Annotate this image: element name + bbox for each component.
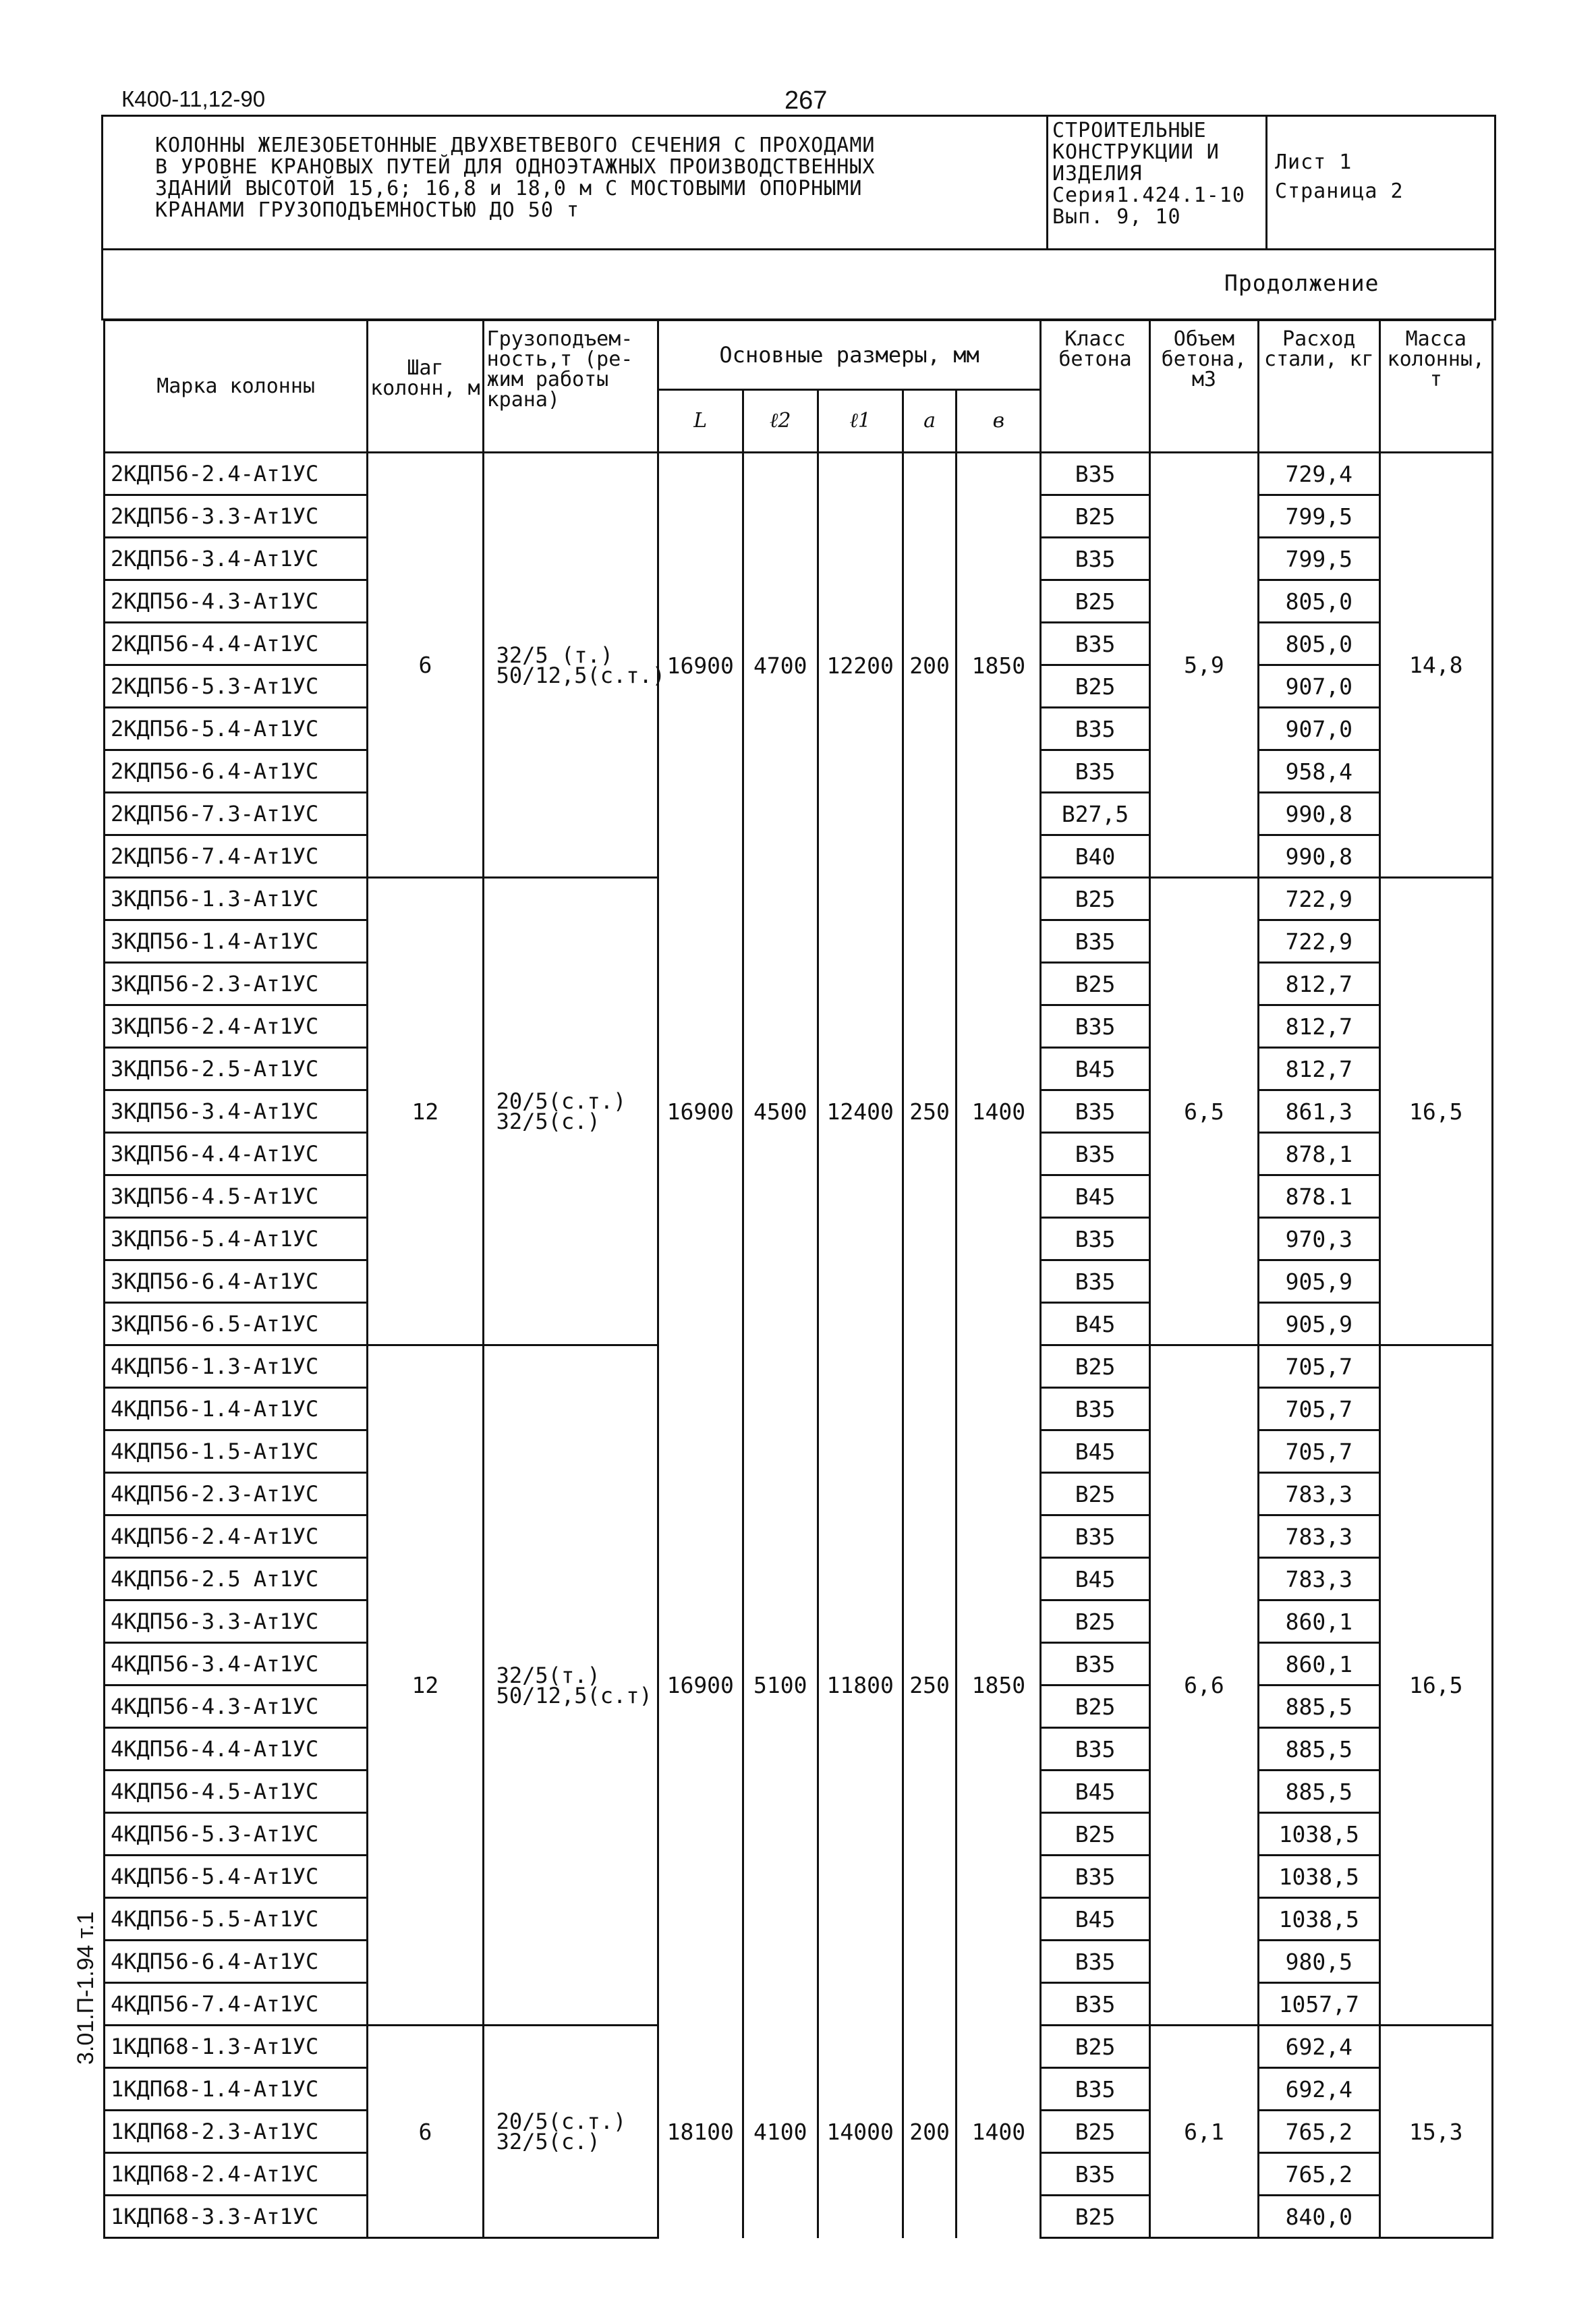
cell-steel: 907,0 <box>1259 708 1379 750</box>
title-line: В УРОВНЕ КРАНОВЫХ ПУТЕЙ ДЛЯ ОДНОЭТАЖНЫХ ПРОИЗВОДСТВЕННЫХ <box>155 155 876 179</box>
cell-mark: 1КДП68-1.3-Ат1УС <box>105 2026 368 2068</box>
header-mark: Марка колонны <box>105 321 368 453</box>
cell-concrete: В45 <box>1041 1558 1149 1600</box>
cell-mark: 4КДП56-4.5-Ат1УС <box>105 1771 368 1813</box>
cell-mark: 2КДП56-4.3-Ат1УС <box>105 580 368 623</box>
cell-mark: 3КДП56-5.4-Ат1УС <box>105 1218 368 1260</box>
cell-steel: 1057,7 <box>1259 1983 1379 2026</box>
cell-concrete: В25 <box>1041 963 1149 1005</box>
cell-mark: 2КДП56-6.4-Ат1УС <box>105 750 368 793</box>
cell-mark: 4КДП56-5.4-Ат1УС <box>105 1856 368 1898</box>
cell-steel: 805,0 <box>1259 623 1379 665</box>
cell-mark: 2КДП56-2.4-Ат1УС <box>105 453 368 495</box>
cell-steel: 812,7 <box>1259 1048 1379 1090</box>
cell-capacity <box>483 878 658 1345</box>
cell-concrete: В35 <box>1041 708 1149 750</box>
cell-concrete: В25 <box>1041 495 1149 538</box>
cell-l2: 5100 <box>743 1345 818 2026</box>
cell-capacity <box>483 1345 658 2026</box>
cell-steel: 990,8 <box>1259 793 1379 835</box>
header-dims: Основные размеры, мм <box>658 321 1041 390</box>
sheet-label: Лист 1 <box>1275 150 1352 174</box>
table-row <box>105 453 1493 495</box>
cell-steel: 1038,5 <box>1259 1898 1379 1941</box>
cell-L: 16900 <box>658 878 743 1345</box>
capacity-line: 32/5(с.) <box>496 1109 600 1134</box>
cell-steel: 878,1 <box>1259 1133 1379 1175</box>
cell-step: 12 <box>368 1345 483 2026</box>
cell-l1: 12200 <box>818 453 903 878</box>
cell-steel: 799,5 <box>1259 538 1379 580</box>
cell-mark: 4КДП56-2.5 Ат1УС <box>105 1558 368 1600</box>
cell-mass: 14,8 <box>1379 453 1492 878</box>
cell-mark: 4КДП56-3.4-Ат1УС <box>105 1643 368 1685</box>
cell-steel: 722,9 <box>1259 878 1379 920</box>
cell-steel: 1038,5 <box>1259 1813 1379 1856</box>
cell-concrete: В35 <box>1041 1941 1149 1983</box>
cell-mark: 3КДП56-1.3-Ат1УС <box>105 878 368 920</box>
cell-l2: 4700 <box>743 453 818 878</box>
table-row <box>105 1345 1493 1388</box>
cell-steel: 812,7 <box>1259 1005 1379 1048</box>
cell-mark: 3КДП56-3.4-Ат1УС <box>105 1090 368 1133</box>
cell-concrete: В45 <box>1041 1771 1149 1813</box>
cell-a: 250 <box>903 1345 957 2026</box>
page-number: 267 <box>785 86 828 115</box>
cell-mark: 2КДП56-3.4-Ат1УС <box>105 538 368 580</box>
cell-concrete: В25 <box>1041 2026 1149 2068</box>
cell-steel: 692,4 <box>1259 2026 1379 2068</box>
capacity-line: 32/5 (т.) <box>496 642 613 668</box>
cell-concrete: В35 <box>1041 1388 1149 1430</box>
cell-concrete: В35 <box>1041 920 1149 963</box>
cell-L: 18100 <box>658 2026 743 2238</box>
cell-steel: 783,3 <box>1259 1473 1379 1515</box>
cell-concrete: В35 <box>1041 1090 1149 1133</box>
cell-b: 1400 <box>957 2026 1041 2238</box>
cell-concrete: В35 <box>1041 538 1149 580</box>
table-body <box>105 453 1493 2238</box>
cell-mark: 4КДП56-5.5-Ат1УС <box>105 1898 368 1941</box>
capacity-line: 32/5(т.) <box>496 1662 600 1688</box>
cell-mark: 1КДП68-3.3-Ат1УС <box>105 2196 368 2238</box>
series-block <box>1052 120 1245 228</box>
table-row <box>105 878 1493 920</box>
block-line: Вып. 9, 10 <box>1052 205 1181 229</box>
header-b: в <box>957 390 1041 453</box>
cell-a: 200 <box>903 2026 957 2238</box>
cell-concrete: В25 <box>1041 1473 1149 1515</box>
cell-step: 6 <box>368 453 483 878</box>
cell-concrete: В35 <box>1041 1856 1149 1898</box>
block-line: КОНСТРУКЦИИ И <box>1052 140 1220 164</box>
cell-mark: 2КДП56-7.4-Ат1УС <box>105 835 368 878</box>
cell-concrete: В45 <box>1041 1430 1149 1473</box>
cell-steel: 705,7 <box>1259 1388 1379 1430</box>
header-a: a <box>903 390 957 453</box>
cell-mark: 3КДП56-2.5-Ат1УС <box>105 1048 368 1090</box>
cell-volume: 6,1 <box>1149 2026 1258 2238</box>
cell-mark: 3КДП56-6.4-Ат1УС <box>105 1260 368 1303</box>
cell-steel: 905,9 <box>1259 1303 1379 1345</box>
cell-mark: 4КДП56-7.4-Ат1УС <box>105 1983 368 2026</box>
cell-steel: 799,5 <box>1259 495 1379 538</box>
cell-mark: 2КДП56-5.4-Ат1УС <box>105 708 368 750</box>
cell-mark: 4КДП56-5.3-Ат1УС <box>105 1813 368 1856</box>
cell-concrete: В45 <box>1041 1303 1149 1345</box>
header-steel: Расход стали, кг <box>1259 321 1379 453</box>
table-row <box>105 2026 1493 2068</box>
cell-mass: 15,3 <box>1379 2026 1492 2238</box>
document-title <box>155 135 875 221</box>
document-code: К400-11,12-90 <box>121 86 266 111</box>
cell-concrete: В35 <box>1041 750 1149 793</box>
title-divider-2 <box>1265 115 1267 250</box>
cell-concrete: В25 <box>1041 878 1149 920</box>
cell-concrete: В25 <box>1041 1685 1149 1728</box>
cell-concrete: В35 <box>1041 2068 1149 2111</box>
cell-b: 1850 <box>957 1345 1041 2026</box>
cell-mark: 2КДП56-7.3-Ат1УС <box>105 793 368 835</box>
header-L: L <box>658 390 743 453</box>
cell-concrete: В35 <box>1041 1133 1149 1175</box>
cell-steel: 861,3 <box>1259 1090 1379 1133</box>
cell-mark: 4КДП56-2.4-Ат1УС <box>105 1515 368 1558</box>
cell-concrete: В35 <box>1041 453 1149 495</box>
cell-steel: 860,1 <box>1259 1643 1379 1685</box>
cell-concrete: В35 <box>1041 623 1149 665</box>
capacity-line: 50/12,5(с.т.) <box>496 662 666 688</box>
cell-l1: 12400 <box>818 878 903 1345</box>
cell-concrete: В45 <box>1041 1175 1149 1218</box>
cell-steel: 783,3 <box>1259 1515 1379 1558</box>
cell-concrete: В45 <box>1041 1048 1149 1090</box>
cell-concrete: В40 <box>1041 835 1149 878</box>
cell-mark: 4КДП56-4.4-Ат1УС <box>105 1728 368 1771</box>
cell-steel: 907,0 <box>1259 665 1379 708</box>
cell-concrete: В25 <box>1041 1600 1149 1643</box>
cell-steel: 840,0 <box>1259 2196 1379 2238</box>
cell-steel: 885,5 <box>1259 1685 1379 1728</box>
cell-concrete: В25 <box>1041 2196 1149 2238</box>
cell-steel: 885,5 <box>1259 1771 1379 1813</box>
block-line: Серия1.424.1-10 <box>1052 184 1245 207</box>
cell-steel: 885,5 <box>1259 1728 1379 1771</box>
cell-concrete: В27,5 <box>1041 793 1149 835</box>
cell-mark: 4КДП56-1.5-Ат1УС <box>105 1430 368 1473</box>
cell-mark: 2КДП56-3.3-Ат1УС <box>105 495 368 538</box>
capacity-line: 50/12,5(с.т) <box>496 1682 652 1708</box>
cell-mark: 3КДП56-2.4-Ат1УС <box>105 1005 368 1048</box>
cell-mark: 1КДП68-1.4-Ат1УС <box>105 2068 368 2111</box>
cell-steel: 878.1 <box>1259 1175 1379 1218</box>
cell-a: 200 <box>903 453 957 878</box>
header-mass: Масса колонны, т <box>1379 321 1492 453</box>
cell-steel: 1038,5 <box>1259 1856 1379 1898</box>
capacity-line: 32/5(с.) <box>496 2129 600 2154</box>
cell-mark: 4КДП56-2.3-Ат1УС <box>105 1473 368 1515</box>
cell-concrete: В35 <box>1041 1005 1149 1048</box>
block-line: СТРОИТЕЛЬНЫЕ <box>1052 119 1207 142</box>
title-line: КРАНАМИ ГРУЗОПОДЪЕМНОСТЬЮ ДО 50 т <box>155 198 580 222</box>
cell-mark: 4КДП56-3.3-Ат1УС <box>105 1600 368 1643</box>
cell-mark: 3КДП56-2.3-Ат1УС <box>105 963 368 1005</box>
cell-steel: 970,3 <box>1259 1218 1379 1260</box>
cell-step: 6 <box>368 2026 483 2238</box>
cell-l1: 14000 <box>818 2026 903 2238</box>
cell-mark: 4КДП56-1.3-Ат1УС <box>105 1345 368 1388</box>
cell-l1: 11800 <box>818 1345 903 2026</box>
capacity-line: 20/5(с.т.) <box>496 2109 627 2134</box>
title-divider-1 <box>1046 115 1048 250</box>
cell-a: 250 <box>903 878 957 1345</box>
page-label: Страница 2 <box>1275 179 1404 203</box>
header-step: Шаг колонн, м <box>368 321 483 453</box>
cell-mark: 3КДП56-4.4-Ат1УС <box>105 1133 368 1175</box>
header-l2: ℓ2 <box>743 390 818 453</box>
cell-mark: 3КДП56-4.5-Ат1УС <box>105 1175 368 1218</box>
header-concrete: Класс бетона <box>1041 321 1149 453</box>
cell-volume: 5,9 <box>1149 453 1258 878</box>
cell-steel: 705,7 <box>1259 1430 1379 1473</box>
title-bottom-line <box>101 248 1496 250</box>
cell-steel: 765,2 <box>1259 2153 1379 2196</box>
cell-concrete: В35 <box>1041 2153 1149 2196</box>
cell-steel: 765,2 <box>1259 2111 1379 2153</box>
cell-mark: 4КДП56-4.3-Ат1УС <box>105 1685 368 1728</box>
cell-steel: 905,9 <box>1259 1260 1379 1303</box>
cell-steel: 860,1 <box>1259 1600 1379 1643</box>
cell-steel: 812,7 <box>1259 963 1379 1005</box>
cell-capacity <box>483 453 666 878</box>
cell-concrete: В35 <box>1041 1643 1149 1685</box>
cell-concrete: В25 <box>1041 1345 1149 1388</box>
cell-concrete: В25 <box>1041 2111 1149 2153</box>
cell-L: 16900 <box>658 453 743 878</box>
cell-step: 12 <box>368 878 483 1345</box>
continuation-label: Продолжение <box>1224 270 1379 296</box>
cell-b: 1850 <box>957 453 1041 878</box>
cell-mark: 2КДП56-5.3-Ат1УС <box>105 665 368 708</box>
cell-concrete: В25 <box>1041 1813 1149 1856</box>
cell-mass: 16,5 <box>1379 1345 1492 2026</box>
cell-mark: 1КДП68-2.4-Ат1УС <box>105 2153 368 2196</box>
cell-mark: 4КДП56-1.4-Ат1УС <box>105 1388 368 1430</box>
header-capacity: Грузоподъем-ность,т (ре-жим работы крана) <box>483 321 658 453</box>
title-line: КОЛОННЫ ЖЕЛЕЗОБЕТОННЫЕ ДВУХВЕТВЕВОГО СЕЧЕНИЯ С ПРОХОДАМИ <box>155 134 876 157</box>
cell-steel: 805,0 <box>1259 580 1379 623</box>
header-l1: ℓ1 <box>818 390 903 453</box>
cell-mark: 3КДП56-1.4-Ат1УС <box>105 920 368 963</box>
cell-mark: 1КДП68-2.3-Ат1УС <box>105 2111 368 2153</box>
cell-concrete: В25 <box>1041 580 1149 623</box>
cell-b: 1400 <box>957 878 1041 1345</box>
capacity-line: 20/5(с.т.) <box>496 1088 627 1114</box>
cell-capacity <box>483 2026 658 2238</box>
cell-l2: 4100 <box>743 2026 818 2238</box>
side-stamp: 3.01.П-1.94 т.1 <box>73 1911 98 2065</box>
cell-concrete: В35 <box>1041 1218 1149 1260</box>
columns-table <box>103 319 1493 2239</box>
cell-steel: 958,4 <box>1259 750 1379 793</box>
cell-concrete: В35 <box>1041 1728 1149 1771</box>
title-line: ЗДАНИЙ ВЫСОТОЙ 15,6; 16,8 и 18,0 м С МОСТОВЫМИ ОПОРНЫМИ <box>155 177 863 200</box>
cell-steel: 990,8 <box>1259 835 1379 878</box>
cell-concrete: В35 <box>1041 1515 1149 1558</box>
cell-mark: 2КДП56-4.4-Ат1УС <box>105 623 368 665</box>
cell-steel: 705,7 <box>1259 1345 1379 1388</box>
cell-volume: 6,6 <box>1149 1345 1258 2026</box>
cell-concrete: В35 <box>1041 1983 1149 2026</box>
cell-l2: 4500 <box>743 878 818 1345</box>
header-volume: Объем бетона, м3 <box>1149 321 1258 453</box>
cell-concrete: В35 <box>1041 1260 1149 1303</box>
cell-steel: 729,4 <box>1259 453 1379 495</box>
cell-steel: 980,5 <box>1259 1941 1379 1983</box>
cell-steel: 783,3 <box>1259 1558 1379 1600</box>
cell-mark: 4КДП56-6.4-Ат1УС <box>105 1941 368 1983</box>
cell-steel: 722,9 <box>1259 920 1379 963</box>
cell-volume: 6,5 <box>1149 878 1258 1345</box>
cell-mark: 3КДП56-6.5-Ат1УС <box>105 1303 368 1345</box>
cell-L: 16900 <box>658 1345 743 2026</box>
block-line: ИЗДЕЛИЯ <box>1052 162 1143 186</box>
cell-concrete: В25 <box>1041 665 1149 708</box>
cell-mass: 16,5 <box>1379 878 1492 1345</box>
cell-concrete: В45 <box>1041 1898 1149 1941</box>
cell-steel: 692,4 <box>1259 2068 1379 2111</box>
